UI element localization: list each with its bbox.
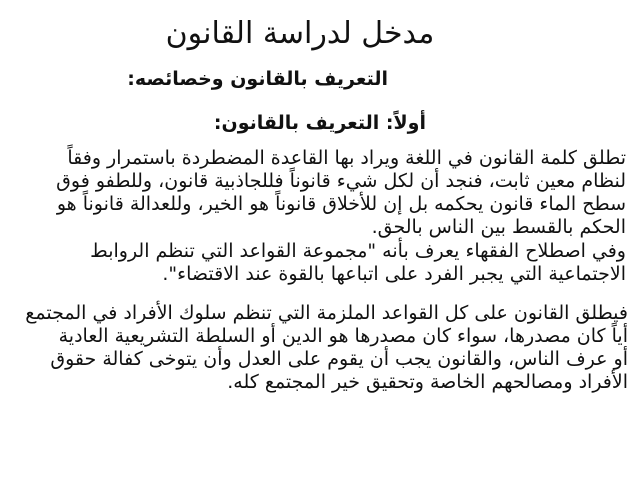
slide-title: مدخل لدراسة القانون (165, 16, 435, 51)
paragraph-line: الاجتماعية التي يجبر الفرد على اتباعها بالقوة عند الاقتضاء". (162, 263, 626, 285)
paragraph-line: سطح الماء قانون يحكمه بل إن للأخلاق قانوناً هو الخير، وللعدالة قانوناً هو (56, 193, 626, 215)
paragraph-jurist-definition (36, 240, 626, 286)
paragraph-line: لنظام معين ثابت، فنجد أن لكل شيء قانوناً فللجاذبية قانون، وللطفو فوق (56, 170, 626, 192)
paragraph-line: وفي اصطلاح الفقهاء يعرف بأنه "مجموعة القواعد التي تنظم الروابط (90, 240, 626, 262)
paragraph-line: فيطلق القانون على كل القواعد الملزمة التي تنظم سلوك الأفراد في المجتمع (25, 302, 628, 324)
section-heading: أولاً: التعريف بالقانون: (213, 112, 426, 134)
paragraph-line: أياً كان مصدرها، سواء كان مصدرها هو الدين أو السلطة التشريعية العادية (58, 325, 628, 347)
paragraph-law-application (4, 302, 628, 394)
paragraph-line: تطلق كلمة القانون في اللغة ويراد بها القاعدة المضطردة باستمرار وفقاً (67, 147, 626, 169)
paragraph-line: الأفراد ومصالحهم الخاصة وتحقيق خير المجتمع كله. (227, 371, 628, 393)
paragraph-line: الحكم بالقسط بين الناس بالحق. (371, 216, 626, 238)
paragraph-line: أو عرف الناس، والقانون يجب أن يقوم على العدل وأن يتوخى كفالة حقوق (50, 348, 628, 370)
paragraph-language-definition (6, 147, 626, 239)
subtitle: التعريف بالقانون وخصائصه: (127, 68, 388, 90)
